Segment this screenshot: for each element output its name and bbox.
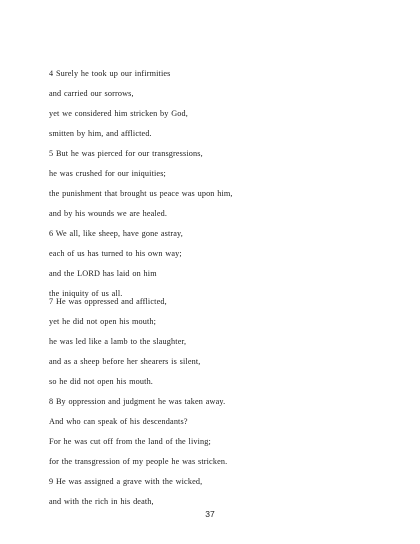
text-line: each of us has turned to his own way; — [49, 249, 182, 258]
text-line: yet we considered him stricken by God, — [49, 109, 188, 118]
text-line: for the transgression of my people he was stricken. — [49, 457, 228, 466]
text-line: 4 Surely he took up our infirmities — [49, 69, 171, 78]
text-line: 9 He was assigned a grave with the wicked, — [49, 477, 203, 486]
text-line: the punishment that brought us peace was upon him, — [49, 189, 233, 198]
text-line: yet he did not open his mouth; — [49, 317, 157, 326]
text-line: 7 He was oppressed and afflicted, — [49, 297, 167, 306]
text-line: and with the rich in his death, — [49, 497, 154, 506]
text-line: and carried our sorrows, — [49, 89, 134, 98]
text-line: and by his wounds we are healed. — [49, 209, 168, 218]
verse-block-2 — [49, 292, 379, 512]
text-line: and as a sheep before her shearers is silent, — [49, 357, 201, 366]
text-line: the iniquity of us all. — [49, 289, 123, 298]
text-line: and the LORD has laid on him — [49, 269, 157, 278]
text-line: For he was cut off from the land of the living; — [49, 437, 211, 446]
text-line: 6 We all, like sheep, have gone astray, — [49, 229, 183, 238]
text-line: smitten by him, and afflicted. — [49, 129, 152, 138]
text-line: he was led like a lamb to the slaughter, — [49, 337, 187, 346]
text-line: so he did not open his mouth. — [49, 377, 154, 386]
text-line: he was crushed for our iniquities; — [49, 169, 166, 178]
text-line: 8 By oppression and judgment he was taken away. — [49, 397, 226, 406]
verse-block-1 — [49, 64, 379, 304]
text-line: And who can speak of his descendants? — [49, 417, 188, 426]
page-number: 37 — [205, 509, 215, 519]
text-line: 5 But he was pierced for our transgressions, — [49, 149, 203, 158]
